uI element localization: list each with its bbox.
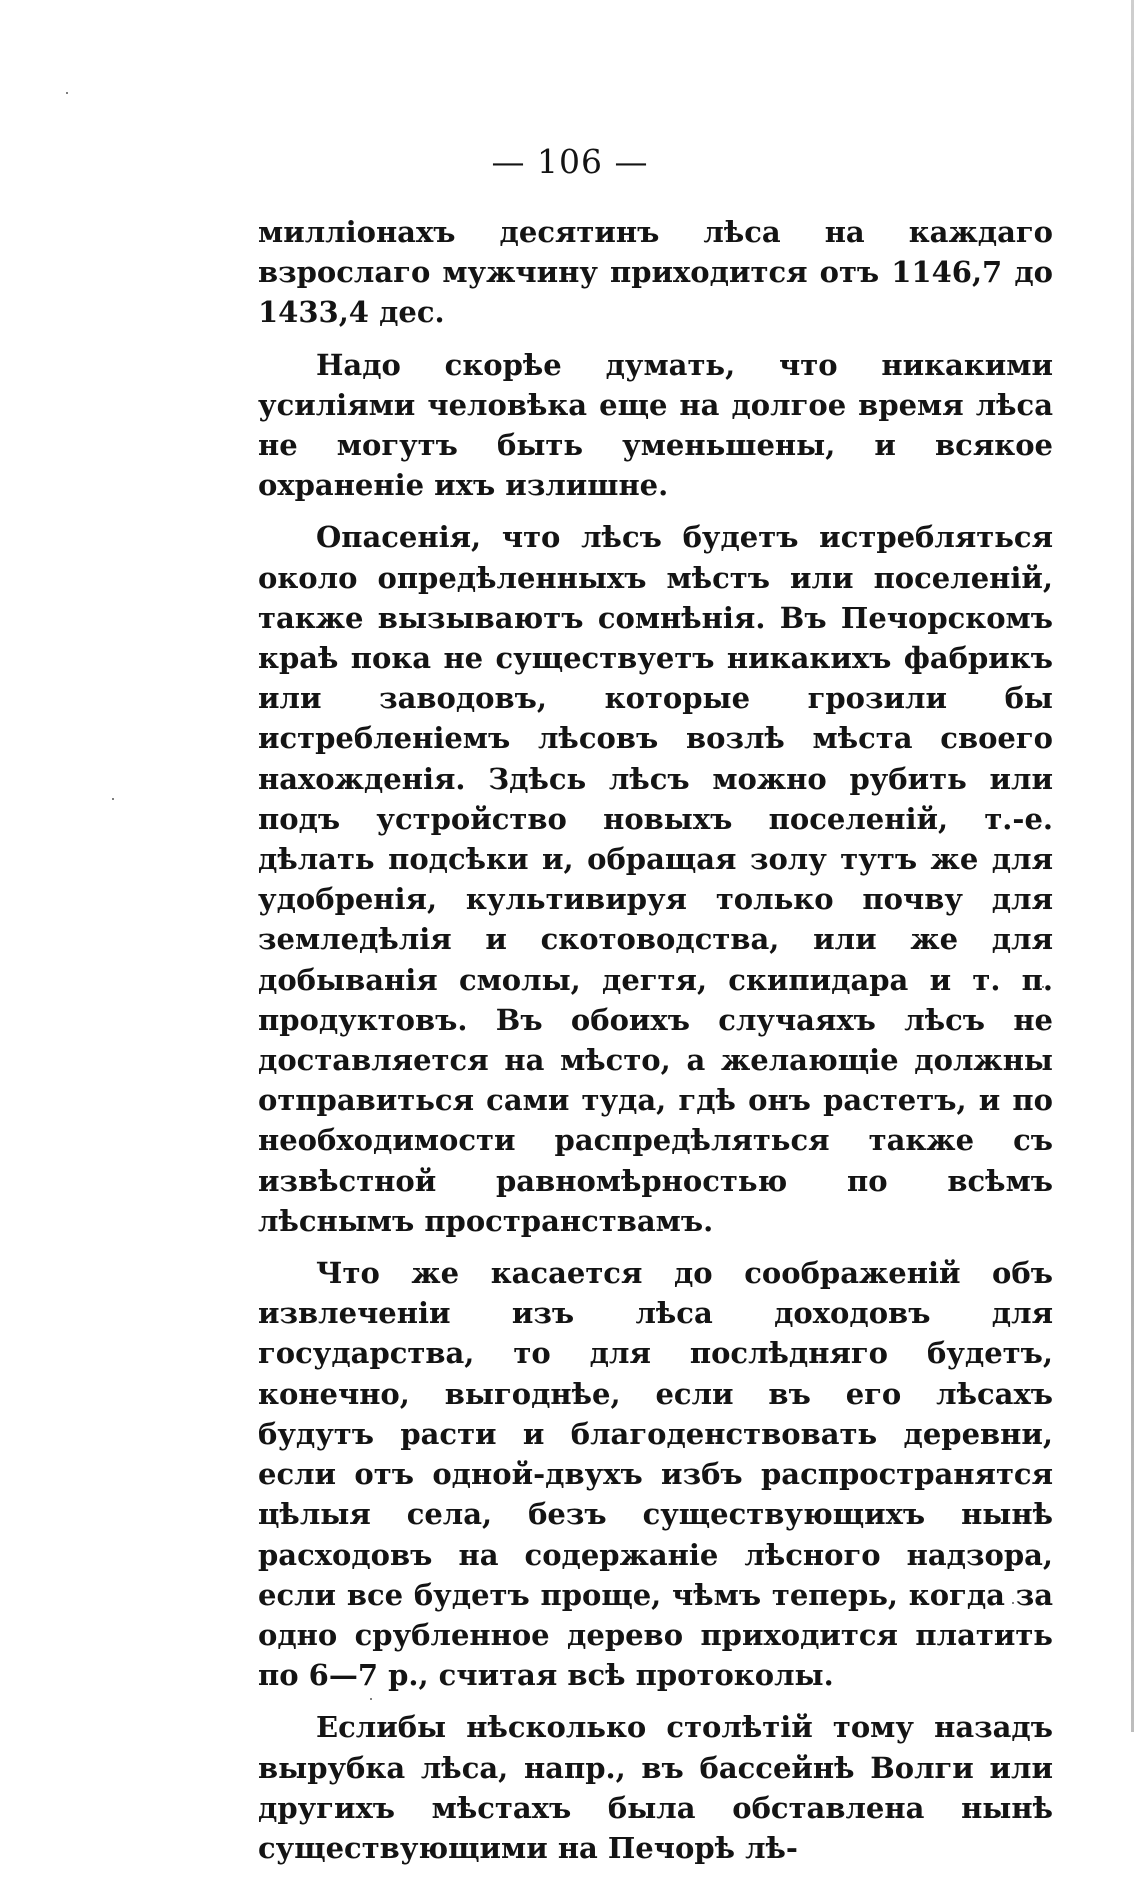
paragraph-5: Еслибы нѣсколько столѣтій тому назадъ вырубка лѣса, напр., въ бассейнѣ Волги или другихъ мѣстахъ была обставлена нынѣ существующими на Печорѣ лѣ-: [258, 1710, 1053, 1865]
page-number: — 106 —: [491, 142, 649, 181]
scan-speck: [112, 798, 114, 800]
paragraph-2: Надо скорѣе думать, что никакими усиліями человѣка еще на долгое время лѣса не могутъ быть уменьшены, и всякое охраненіе ихъ излишне.: [258, 347, 1053, 503]
scan-speck: [66, 92, 68, 94]
paragraph-3: Опасенія, что лѣсъ будетъ истребляться около опредѣленныхъ мѣстъ или поселеній, также вызываютъ сомнѣнія. Въ Печорскомъ краѣ пока не существуетъ никакихъ фабрикъ или заводовъ, которые грозили бы истребленіемъ лѣсовъ возлѣ мѣста своего нахожденія. Здѣсь лѣсъ можно рубить или подъ устройство новыхъ поселеній, т.-е. дѣлать подсѣки и, обращая золу тутъ же для удобренія, культивируя только почву для земледѣлія и скотоводства, или же для добыванія смолы, дегтя, скипидара и т. п. продуктовъ. Въ обоихъ случаяхъ лѣсъ не доставляется на мѣсто, а желающіе должны отправиться сами туда, гдѣ онъ растетъ, и по необходимости распредѣляться также съ извѣстной равномѣрностью по всѣмъ лѣснымъ пространствамъ.: [258, 520, 1053, 1238]
paragraph-1: милліонахъ десятинъ лѣса на каждаго взрослаго мужчину приходится отъ 1146,7 до 1433,4 дес.: [258, 215, 1053, 330]
body-text: [258, 212, 1053, 1880]
paragraph-4: Что же касается до соображеній объ извлеченіи изъ лѣса доходовъ для государства, то для послѣдняго будетъ, конечно, выгоднѣе, если въ его лѣсахъ будутъ расти и благоденствовать деревни, если отъ одной-двухъ избъ распространятся цѣлыя села, безъ существующихъ нынѣ расходовъ на содержаніе лѣсного надзора, если все будетъ проще, чѣмъ теперь, когда за одно срубленное дерево приходится платить по 6—7 р., считая всѣ протоколы.: [258, 1256, 1053, 1693]
page-edge-shadow: [1131, 0, 1134, 1732]
